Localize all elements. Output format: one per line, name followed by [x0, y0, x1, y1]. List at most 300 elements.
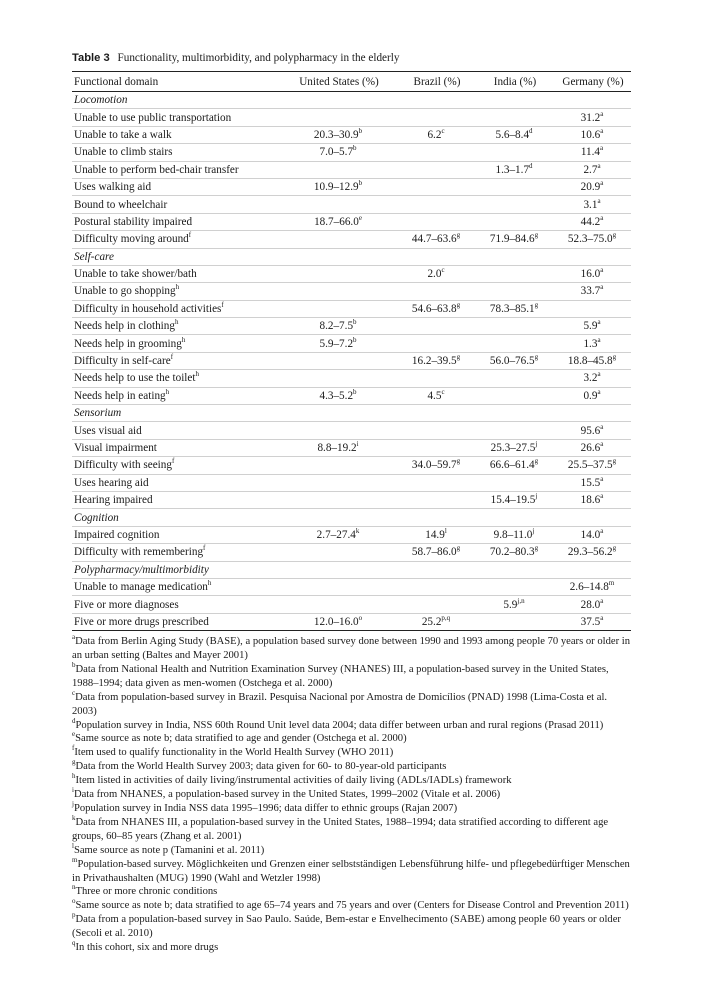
- footnote: [72, 660, 631, 691]
- us-cell-value: 2.7–27.4: [316, 528, 356, 541]
- table-row: [72, 126, 631, 143]
- india-cell: [475, 109, 553, 126]
- header-united-states: United States (%): [279, 72, 397, 92]
- footnote-marker: m: [608, 579, 615, 588]
- india-cell: [475, 578, 553, 595]
- india-cell: [475, 457, 553, 474]
- germany-cell-value: 26.6: [580, 442, 601, 454]
- domain-cell-value: Unable to take shower/bath: [74, 268, 197, 281]
- germany-cell: [553, 578, 631, 595]
- germany-cell-value: 20.9: [580, 181, 601, 194]
- footnote-marker: f: [171, 457, 175, 466]
- us-cell: [279, 335, 397, 352]
- india-cell: [475, 544, 553, 561]
- domain-cell-value: Postural stability impaired: [74, 215, 193, 228]
- domain-cell-value: Uses walking aid: [74, 181, 152, 194]
- footnote-mark: j: [72, 799, 74, 808]
- germany-cell: [553, 178, 631, 195]
- india-cell: [475, 283, 553, 300]
- us-cell: [279, 474, 397, 491]
- domain-cell-value: Difficulty moving around: [74, 233, 189, 246]
- germany-cell: [553, 161, 631, 178]
- footnote-marker: b: [353, 387, 357, 396]
- india-cell: [475, 144, 553, 161]
- footnote-text: Data from population-based survey in Brazil. Pesquisa Nacional por Amostra de Domicílios (PNAD) 1998 (Lima-Costa et al. 2003): [72, 691, 608, 717]
- footnote-text: Population survey in India, NSS 60th Round Unit level data 2004; data differ between urban and rural regions (Prasad 2011): [75, 719, 604, 731]
- germany-cell: [553, 231, 631, 248]
- table-row: [72, 439, 631, 456]
- table-row: [72, 596, 631, 613]
- india-cell: [475, 231, 553, 248]
- domain-cell-value: Needs help in eating: [74, 389, 166, 402]
- india-cell: [475, 422, 553, 439]
- header-brazil: Brazil (%): [397, 72, 475, 92]
- india-cell-value: 70.2–80.3: [489, 546, 535, 559]
- germany-cell: [553, 491, 631, 508]
- table-row: [72, 474, 631, 491]
- table-row: [72, 178, 631, 195]
- brazil-cell-value: 14.9: [425, 528, 445, 541]
- us-cell-value: 18.7–66.0: [314, 215, 359, 228]
- brazil-cell-value: 2.0: [427, 268, 442, 281]
- table-row: [72, 387, 631, 404]
- footnote-text: Same source as note p (Tamanini et al. 2011): [73, 844, 265, 856]
- footnote-text: Population survey in India NSS data 1995–1996; data differ to ethnic groups (Rajan 2007): [73, 802, 458, 814]
- footnote-mark: a: [72, 633, 76, 642]
- footnote-marker: g: [456, 353, 461, 362]
- germany-cell-value: 28.0: [580, 598, 601, 611]
- footnote-marker: h: [165, 387, 170, 396]
- footnote-mark: c: [72, 688, 76, 697]
- brazil-cell-value: 34.0–59.7: [411, 459, 457, 472]
- footnote-mark: i: [72, 786, 74, 795]
- footnote-marker: a: [600, 144, 604, 153]
- domain-cell: [72, 352, 279, 369]
- germany-cell: [553, 213, 631, 230]
- domain-cell: [72, 231, 279, 248]
- footnote-marker: a: [600, 266, 604, 275]
- brazil-cell: [397, 578, 475, 595]
- germany-cell: [553, 126, 631, 143]
- footnote-marker: e: [358, 213, 362, 222]
- us-cell: [279, 596, 397, 613]
- footnote-mark: e: [72, 730, 76, 739]
- domain-cell-value: Five or more diagnoses: [74, 598, 179, 611]
- domain-cell-value: Unable to perform bed-chair transfer: [74, 163, 239, 176]
- us-cell: [279, 387, 397, 404]
- section-heading: Cognition: [72, 509, 631, 526]
- table-header-row: [72, 72, 631, 92]
- india-cell: [475, 526, 553, 543]
- germany-cell: [553, 283, 631, 300]
- table-row: [72, 578, 631, 595]
- footnote-marker: f: [203, 544, 206, 553]
- germany-cell-value: 25.5–37.5: [567, 459, 613, 472]
- domain-cell: [72, 596, 279, 613]
- footnote-text: Three or more chronic conditions: [75, 886, 218, 898]
- section-row: [72, 509, 631, 526]
- brazil-cell: [397, 283, 475, 300]
- india-cell-value: 78.3–85.1: [489, 302, 535, 315]
- domain-cell: [72, 196, 279, 213]
- germany-cell: [553, 457, 631, 474]
- table-row: [72, 196, 631, 213]
- document-page: [72, 52, 631, 955]
- us-cell-value: 10.9–12.9: [313, 181, 359, 194]
- footnote-marker: b: [353, 144, 357, 153]
- germany-cell: [553, 439, 631, 456]
- us-cell: [279, 422, 397, 439]
- brazil-cell-value: 44.7–63.6: [411, 233, 457, 246]
- footnote: [72, 941, 631, 955]
- footnote-marker: g: [456, 231, 461, 240]
- germany-cell: [553, 596, 631, 613]
- domain-cell: [72, 126, 279, 143]
- footnote-marker: a: [600, 440, 604, 448]
- footnote-marker: a: [600, 126, 604, 135]
- footnote-mark: h: [72, 772, 76, 781]
- us-cell-value: 4.3–5.2: [319, 389, 354, 402]
- table-label: Table 3: [72, 52, 110, 64]
- footnote-mark: b: [72, 660, 76, 669]
- domain-cell: [72, 178, 279, 195]
- india-cell: [475, 439, 553, 456]
- domain-cell: [72, 439, 279, 456]
- brazil-cell: [397, 422, 475, 439]
- footnote: [72, 732, 631, 746]
- brazil-cell: [397, 231, 475, 248]
- footnote-marker: g: [456, 544, 461, 553]
- germany-cell-value: 33.7: [580, 285, 601, 298]
- brazil-cell: [397, 526, 475, 543]
- table-row: [72, 265, 631, 282]
- germany-cell: [553, 387, 631, 404]
- table-row: [72, 318, 631, 335]
- india-cell-value: 15.4–19.5: [490, 494, 536, 507]
- india-cell: [475, 613, 553, 630]
- footnote-marker: a: [600, 596, 604, 605]
- footnote-text: Data from Berlin Aging Study (BASE), a population based survey done between 1990 and 1993 among people 70 years or older in an urban setting (Baltes and Mayer 2001): [72, 636, 630, 662]
- domain-cell-value: Difficulty with remembering: [74, 546, 204, 559]
- domain-cell-value: Impaired cognition: [74, 528, 160, 541]
- domain-cell: [72, 335, 279, 352]
- india-cell: [475, 370, 553, 387]
- footnote-marker: k: [355, 526, 360, 535]
- domain-cell: [72, 526, 279, 543]
- india-cell: [475, 596, 553, 613]
- footnote-marker: h: [175, 283, 180, 292]
- footnote-marker: b: [358, 126, 363, 135]
- footnote-marker: a: [600, 179, 604, 188]
- footnote-marker: h: [174, 318, 179, 327]
- footnote-marker: a: [597, 370, 601, 379]
- footnote-marker: b: [358, 179, 363, 188]
- brazil-cell: [397, 544, 475, 561]
- india-cell: [475, 491, 553, 508]
- footnote-marker: g: [612, 353, 617, 362]
- us-cell-value: 7.0–5.7: [319, 146, 354, 159]
- domain-cell-value: Bound to wheelchair: [74, 198, 168, 211]
- table-row: [72, 109, 631, 126]
- header-india: India (%): [475, 72, 553, 92]
- brazil-cell: [397, 109, 475, 126]
- footnote: [72, 799, 631, 816]
- footnotes: [72, 635, 631, 955]
- india-cell: [475, 300, 553, 317]
- footnote-marker: d: [529, 161, 533, 170]
- domain-cell: [72, 283, 279, 300]
- domain-cell: [72, 544, 279, 561]
- germany-cell: [553, 335, 631, 352]
- table-row: [72, 300, 631, 317]
- brazil-cell-value: 6.2: [427, 128, 442, 141]
- domain-cell-value: Difficulty with seeing: [74, 459, 172, 472]
- india-cell: [475, 387, 553, 404]
- table-row: [72, 544, 631, 561]
- footnote: [72, 635, 631, 663]
- germany-cell-value: 18.8–45.8: [567, 355, 613, 368]
- footnote-mark: p: [72, 911, 76, 920]
- table-caption: [72, 52, 631, 64]
- germany-cell-value: 3.1: [583, 198, 598, 211]
- india-cell-value: 1.3–1.7: [495, 163, 530, 176]
- domain-cell-value: Unable to use public transportation: [74, 111, 232, 124]
- footnote-marker: a: [600, 526, 604, 535]
- footnote-marker: b: [353, 335, 357, 344]
- footnote-text: Data from the World Health Survey 2003; data given for 60- to 80-year-old participants: [75, 761, 447, 773]
- india-cell-value: 66.6–61.4: [489, 459, 535, 472]
- footnote-marker: a: [600, 422, 604, 431]
- table-row: [72, 422, 631, 439]
- footnote-marker: a: [600, 283, 604, 292]
- india-cell: [475, 126, 553, 143]
- domain-cell-value: Five or more drugs prescribed: [74, 615, 209, 628]
- footnote: [72, 855, 631, 886]
- table-row: [72, 526, 631, 543]
- us-cell: [279, 231, 397, 248]
- brazil-cell: [397, 196, 475, 213]
- us-cell: [279, 491, 397, 508]
- us-cell: [279, 318, 397, 335]
- domain-cell-value: Needs help in grooming: [74, 337, 182, 350]
- footnote-marker: g: [534, 300, 539, 309]
- germany-cell-value: 2.6–14.8: [569, 581, 609, 594]
- footnote-marker: a: [600, 213, 604, 222]
- footnote-marker: f: [188, 231, 192, 240]
- footnote-marker: f: [170, 353, 174, 362]
- footnote-text: Item used to qualify functionality in the World Health Survey (WHO 2011): [74, 747, 394, 759]
- table-row: [72, 231, 631, 248]
- footnote-text: Data from a population-based survey in Sao Paulo. Saúde, Bem-estar e Envelhecimento (SABE) among people 60 years or older (Secoli et al. 2010): [72, 914, 621, 940]
- footnote-text: Same source as note b; data stratified to age and gender (Ostchega et al. 2000): [75, 733, 407, 745]
- section-heading: Sensorium: [72, 405, 631, 422]
- domain-cell-value: Unable to go shopping: [74, 285, 176, 298]
- germany-cell: [553, 109, 631, 126]
- footnote: [72, 774, 631, 788]
- footnote: [72, 746, 631, 760]
- footnote-marker: a: [600, 474, 604, 483]
- footnote: [72, 688, 631, 719]
- domain-cell-value: Uses hearing aid: [74, 476, 149, 489]
- section-row: [72, 92, 631, 109]
- header-functional-domain: Functional domain: [72, 72, 279, 92]
- footnote-text: Item listed in activities of daily living/instrumental activities of daily living (ADLs/IADLs) framework: [75, 775, 512, 787]
- table-row: [72, 283, 631, 300]
- footnote-mark: g: [72, 758, 76, 767]
- footnote-text: Data from NHANES III, a population-based survey in the United States, 1988–1994; data stratified according to different age groups, 60–85 years (Zhang et al. 2001): [72, 816, 609, 842]
- us-cell: [279, 265, 397, 282]
- germany-cell: [553, 300, 631, 317]
- footnote: [72, 885, 631, 899]
- footnote-text: Data from NHANES, a population-based survey in the United States, 1999–2002 (Vitale et al. 2006): [73, 789, 501, 801]
- footnote-marker: j,n: [517, 596, 525, 605]
- footnote-text: Data from National Health and Nutrition Examination Survey (NHANES) III, a population-based survey in the United States, 1988–1994; data given as men-women (Ostchega et al. 2000): [72, 663, 609, 689]
- domain-cell-value: Hearing impaired: [74, 494, 153, 507]
- footnote-marker: a: [597, 387, 601, 396]
- domain-cell: [72, 161, 279, 178]
- domain-cell-value: Difficulty in household activities: [74, 302, 222, 315]
- india-cell-value: 25.3–27.5: [490, 442, 536, 454]
- domain-cell-value: Unable to climb stairs: [74, 146, 173, 159]
- footnote-marker: c: [441, 387, 445, 396]
- footnote-mark: m: [72, 855, 78, 864]
- brazil-cell-value: 25.2: [421, 615, 442, 628]
- footnote-marker: g: [612, 544, 617, 553]
- india-cell-value: 5.9: [503, 598, 518, 611]
- germany-cell: [553, 352, 631, 369]
- domain-cell: [72, 474, 279, 491]
- footnote-marker: a: [597, 196, 601, 205]
- footnote-marker: c: [441, 126, 445, 135]
- germany-cell-value: 14.0: [580, 528, 601, 541]
- domain-cell: [72, 613, 279, 630]
- germany-cell-value: 52.3–75.0: [567, 233, 613, 246]
- footnote: [72, 813, 631, 844]
- brazil-cell: [397, 457, 475, 474]
- india-cell-value: 56.0–76.5: [489, 355, 535, 368]
- footnote-mark: k: [72, 813, 76, 822]
- india-cell: [475, 335, 553, 352]
- footnote-marker: l: [444, 526, 447, 535]
- germany-cell-value: 29.3–56.2: [567, 546, 613, 559]
- us-cell: [279, 109, 397, 126]
- footnote-marker: o: [358, 613, 363, 622]
- domain-cell-value: Needs help in clothing: [74, 320, 175, 333]
- germany-cell-value: 1.3: [583, 337, 598, 350]
- india-cell: [475, 318, 553, 335]
- india-cell: [475, 474, 553, 491]
- domain-cell-value: Visual impairment: [74, 442, 157, 454]
- india-cell-value: 9.8–11.0: [493, 528, 533, 541]
- footnote-marker: g: [534, 544, 539, 553]
- brazil-cell: [397, 474, 475, 491]
- section-heading: Polypharmacy/multimorbidity: [72, 561, 631, 578]
- domain-cell: [72, 109, 279, 126]
- footnote-mark: q: [72, 939, 76, 948]
- table-row: [72, 144, 631, 161]
- footnote-mark: f: [72, 744, 75, 753]
- footnote-mark: d: [72, 716, 76, 725]
- germany-cell: [553, 370, 631, 387]
- domain-cell: [72, 144, 279, 161]
- germany-cell-value: 0.9: [583, 389, 598, 402]
- domain-cell-value: Uses visual aid: [74, 424, 142, 437]
- table-row: [72, 491, 631, 508]
- domain-cell-value: Needs help to use the toilet: [74, 372, 196, 385]
- footnote-text: In this cohort, six and more drugs: [75, 942, 219, 954]
- brazil-cell: [397, 352, 475, 369]
- footnote: [72, 913, 631, 941]
- us-cell: [279, 370, 397, 387]
- footnote-marker: g: [612, 231, 617, 240]
- footnote-marker: g: [534, 457, 539, 466]
- domain-cell: [72, 213, 279, 230]
- germany-cell-value: 37.5: [580, 615, 601, 628]
- domain-cell-value: Unable to manage medication: [74, 581, 208, 594]
- germany-cell: [553, 196, 631, 213]
- domain-cell-value: Difficulty in self-care: [74, 355, 171, 368]
- germany-cell: [553, 422, 631, 439]
- domain-cell: [72, 300, 279, 317]
- footnote-marker: a: [600, 613, 604, 622]
- footnote-marker: a: [597, 318, 601, 327]
- germany-cell: [553, 544, 631, 561]
- domain-cell: [72, 457, 279, 474]
- brazil-cell: [397, 387, 475, 404]
- footnote-marker: j: [535, 492, 538, 501]
- us-cell: [279, 526, 397, 543]
- brazil-cell: [397, 161, 475, 178]
- domain-cell: [72, 422, 279, 439]
- brazil-cell: [397, 144, 475, 161]
- footnote-marker: f: [221, 300, 224, 309]
- germany-cell-value: 15.5: [580, 476, 601, 489]
- us-cell: [279, 126, 397, 143]
- domain-cell: [72, 491, 279, 508]
- brazil-cell-value: 16.2–39.5: [411, 355, 457, 368]
- india-cell-value: 71.9–84.6: [489, 233, 535, 246]
- table-row: [72, 457, 631, 474]
- section-row: [72, 561, 631, 578]
- table-row: [72, 335, 631, 352]
- india-cell: [475, 213, 553, 230]
- germany-cell: [553, 265, 631, 282]
- table-title: Functionality, multimorbidity, and polypharmacy in the elderly: [117, 52, 400, 64]
- footnote-text: Same source as note b; data stratified to age 65–74 years and 75 years and over (Centers for Disease Control and Prevention 2011): [75, 900, 629, 912]
- us-cell: [279, 283, 397, 300]
- domain-cell: [72, 578, 279, 595]
- footnote: [72, 788, 631, 802]
- footnote-marker: g: [534, 231, 539, 240]
- germany-cell: [553, 318, 631, 335]
- table-body: [72, 92, 631, 631]
- section-heading: Locomotion: [72, 92, 631, 109]
- brazil-cell: [397, 370, 475, 387]
- germany-cell-value: 95.6: [580, 424, 601, 437]
- brazil-cell: [397, 300, 475, 317]
- footnote-marker: h: [181, 335, 186, 344]
- us-cell: [279, 161, 397, 178]
- germany-cell: [553, 144, 631, 161]
- domain-cell-value: Unable to take a walk: [74, 128, 172, 141]
- footnote-marker: j: [532, 526, 535, 535]
- domain-cell: [72, 318, 279, 335]
- us-cell: [279, 578, 397, 595]
- footnote-marker: p,q: [441, 613, 451, 622]
- germany-cell-value: 10.6: [580, 128, 601, 141]
- germany-cell: [553, 474, 631, 491]
- footnote: [72, 899, 631, 913]
